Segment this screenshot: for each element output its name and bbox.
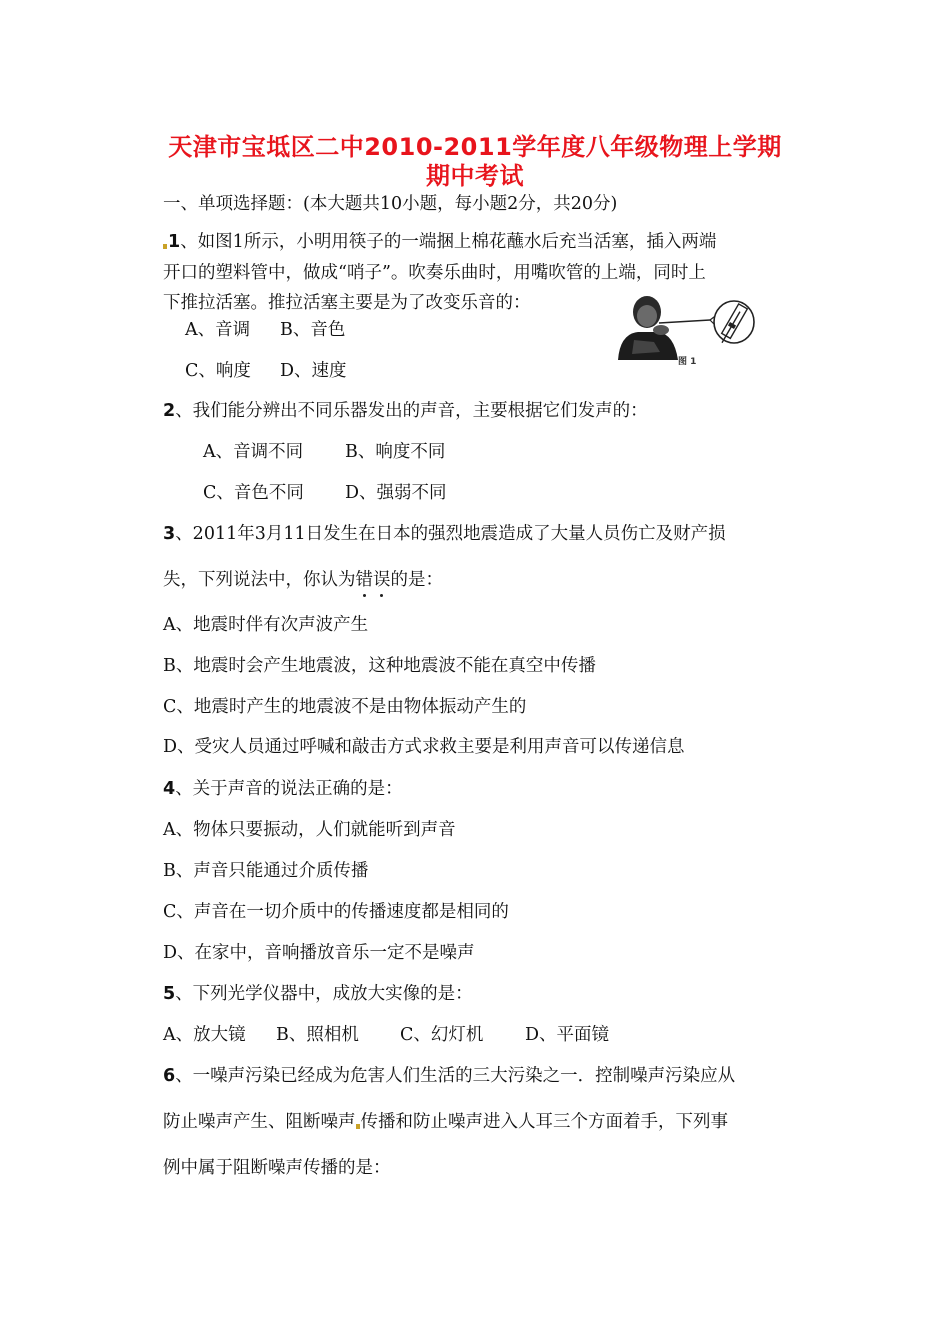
question-4-option-c: C、声音在一切介质中的传播速度都是相同的	[163, 902, 509, 922]
option-c: C、响度	[185, 361, 251, 381]
question-1-options-row-1	[185, 319, 345, 341]
option-a: A、音调不同	[203, 442, 304, 462]
edit-mark-icon	[356, 1124, 360, 1129]
question-number: 3	[163, 524, 176, 544]
question-1-options-row-2	[185, 360, 347, 382]
question-text: 、一噪声污染已经成为危害人们生活的三大污染之一．控制噪声污染应从	[175, 1066, 736, 1086]
emphasis-char: 误	[373, 570, 391, 590]
question-number: 1	[168, 232, 181, 252]
question-6-line-1	[163, 1065, 735, 1087]
figure-1-image	[614, 290, 764, 368]
figure-1-label: 图 1	[678, 357, 697, 367]
question-3-option-c: C、地震时产生的地震波不是由物体振动产生的	[163, 697, 527, 717]
question-3-option-d: D、受灾人员通过呼喊和敲击方式求救主要是利用声音可以传递信息	[163, 737, 685, 757]
option-b: B、响度不同	[345, 442, 446, 462]
option-b: B、照相机	[276, 1025, 359, 1045]
section-heading: 一、单项选择题：(本大题共10小题，每小题2分，共20分)	[163, 194, 618, 214]
question-text: 传播和防止噪声进入人耳三个方面着手，下列事	[360, 1112, 728, 1132]
question-number: 2	[163, 401, 176, 421]
question-4-stem	[163, 778, 403, 800]
option-d: D、速度	[280, 361, 347, 381]
question-1-line-1	[163, 231, 716, 253]
question-3-line-1	[163, 523, 726, 545]
question-5-options	[163, 1024, 609, 1046]
option-b: B、音色	[280, 320, 346, 340]
question-text: 、我们能分辨出不同乐器发出的声音，主要根据它们发声的：	[175, 401, 648, 421]
question-text: 的是：	[390, 570, 443, 590]
question-text: 、关于声音的说法正确的是：	[175, 779, 403, 799]
question-4-option-b: B、声音只能通过介质传播	[163, 861, 369, 881]
question-2-stem	[163, 400, 648, 422]
option-c: C、幻灯机	[400, 1025, 484, 1045]
option-a: A、放大镜	[163, 1025, 246, 1045]
document-title-line1: 天津市宝坻区二中2010-2011学年度八年级物理上学期	[168, 133, 782, 161]
option-d: D、强弱不同	[345, 483, 447, 503]
question-text: 防止噪声产生、阻断噪声	[163, 1112, 356, 1132]
option-c: C、音色不同	[203, 483, 304, 503]
question-3-option-a: A、地震时伴有次声波产生	[163, 615, 369, 635]
question-text: 失，下列说法中，你认为	[163, 570, 356, 590]
question-number: 4	[163, 779, 176, 799]
question-5-stem	[163, 983, 473, 1005]
question-4-option-d: D、在家中，音响播放音乐一定不是噪声	[163, 943, 475, 963]
question-text: 、下列光学仪器中，成放大实像的是：	[175, 984, 473, 1004]
document-title-line2: 期中考试	[426, 162, 524, 190]
question-text: 、如图1所示，小明用筷子的一端捆上棉花蘸水后充当活塞，插入两端	[180, 232, 717, 252]
question-text: 、2011年3月11日发生在日本的强烈地震造成了大量人员伤亡及财产损	[175, 524, 726, 544]
question-6-line-2	[163, 1111, 728, 1133]
question-2-options-row-2	[203, 482, 447, 504]
question-6-line-3: 例中属于阻断噪声传播的是：	[163, 1158, 391, 1178]
question-3-line-2	[163, 569, 443, 591]
question-1-line-3: 下推拉活塞。推拉活塞主要是为了改变乐音的：	[163, 293, 531, 313]
question-3-option-b: B、地震时会产生地震波，这种地震波不能在真空中传播	[163, 656, 596, 676]
emphasis-char: 错	[355, 570, 373, 590]
edit-mark-icon	[163, 244, 167, 249]
option-a: A、音调	[185, 320, 251, 340]
question-4-option-a: A、物体只要振动，人们就能听到声音	[163, 820, 456, 840]
question-number: 6	[163, 1066, 176, 1086]
question-1-line-2: 开口的塑料管中，做成“哨子”。吹奏乐曲时，用嘴吹管的上端，同时上	[163, 263, 706, 283]
question-number: 5	[163, 984, 176, 1004]
question-2-options-row-1	[203, 441, 445, 463]
option-d: D、平面镜	[525, 1025, 610, 1045]
